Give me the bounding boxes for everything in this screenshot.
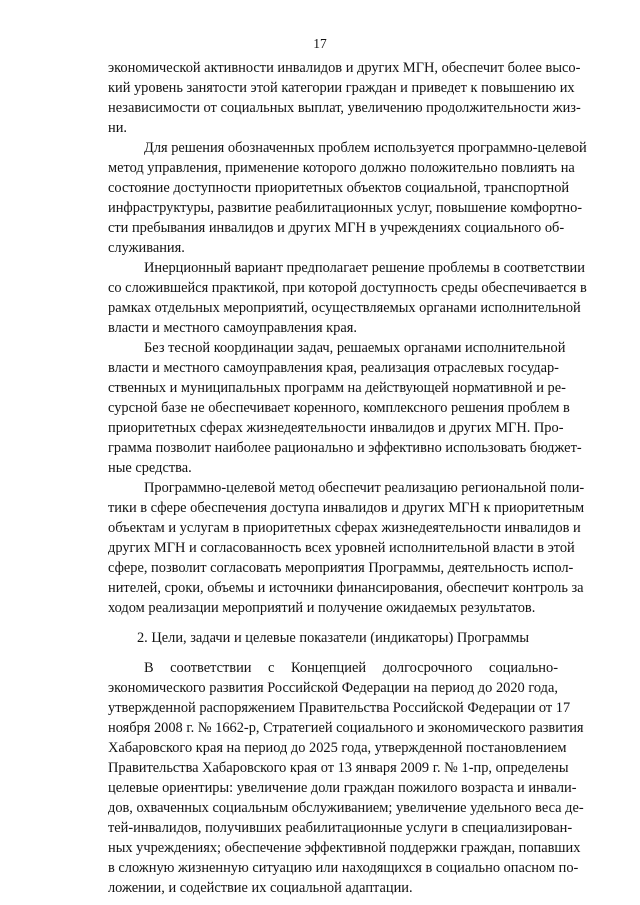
text-line: тики в сфере обеспечения доступа инвалидов и других МГН к приоритетным (108, 500, 585, 516)
text-line: метод управления, применение которого должно положительно повлиять на (108, 160, 575, 176)
text-line: ноября 2008 г. № 1662-р, Стратегией социального и экономического развития (108, 720, 584, 736)
text-line: власти и местного самоуправления края, реализация отраслевых государ- (108, 360, 559, 376)
text-line: целевые ориентиры: увеличение доли граждан пожилого возраста и инвали- (108, 780, 577, 796)
text-line: служивания. (108, 240, 185, 256)
text-line: сфере, позволит согласовать мероприятия Программы, деятельность испол- (108, 560, 574, 576)
text-line: дов, охваченных социальным обслуживанием; увеличение удельного веса де- (108, 800, 584, 816)
text-line: со сложившейся практикой, при которой доступность среды обеспечивается в (108, 280, 587, 296)
text-line: кий уровень занятости этой категории граждан и приведет к повышению их (108, 80, 575, 96)
text-line: других МГН и согласованность всех уровней исполнительной власти в этой (108, 540, 575, 556)
text-line: Хабаровского края на период до 2025 года, утвержденной постановлением (108, 740, 567, 756)
text-line: рамках отдельных мероприятий, осуществляемых органами исполнительной (108, 300, 581, 316)
text-line: экономической активности инвалидов и других МГН, обеспечит более высо- (108, 60, 581, 76)
text-line: ных учреждениях; обеспечение эффективной поддержки граждан, попавших (108, 840, 581, 856)
text-line: ни. (108, 120, 128, 136)
text-line: власти и местного самоуправления края. (108, 320, 357, 336)
text-line: состояние доступности приоритетных объектов социальной, транспортной (108, 180, 570, 196)
text-line: независимости от социальных выплат, увеличению продолжительности жиз- (108, 100, 581, 116)
text-line: в сложную жизненную ситуацию или находящихся в социально опасном по- (108, 860, 579, 876)
text-line: сти пребывания инвалидов и других МГН в учреждениях социального об- (108, 220, 565, 236)
text-line: приоритетных сферах жизнедеятельности инвалидов и других МГН. Про- (108, 420, 564, 436)
text-line: утвержденной распоряжением Правительства Российской Федерации от 17 (108, 700, 571, 716)
text-line: грамма позволит наиболее рационально и эффективно использовать бюджет- (108, 440, 582, 456)
text-line: экономического развития Российской Федерации на период до 2020 года, (108, 680, 558, 696)
text-line: тей-инвалидов, получивших реабилитационные услуги в специализирован- (108, 820, 573, 836)
text-line: ложении, и содействие их социальной адаптации. (108, 880, 413, 896)
text-line: ственных и муниципальных программ на действующей нормативной и ре- (108, 380, 566, 396)
section-heading: 2. Цели, задачи и целевые показатели (индикаторы) Программы (136, 630, 529, 646)
text-line: В соответствии с Концепцией долгосрочного социально- (144, 660, 558, 676)
text-line: сурсной базе не обеспечивает коренного, комплексного решения проблем в (108, 400, 570, 416)
text-line: инфраструктуры, развитие реабилитационных услуг, повышение комфортно- (108, 200, 583, 216)
text-line: Правительства Хабаровского края от 13 января 2009 г. № 1-пр, определены (108, 760, 569, 776)
text-line: Инерционный вариант предполагает решение проблемы в соответствии (144, 260, 585, 276)
page-number: 17 (313, 36, 327, 51)
text-line: Для решения обозначенных проблем используется программно-целевой (144, 140, 587, 156)
text-line: Программно-целевой метод обеспечит реализацию региональной поли- (144, 480, 585, 496)
text-line: нителей, сроки, объемы и источники финансирования, обеспечит контроль за (108, 580, 584, 596)
text-line: Без тесной координации задач, решаемых органами исполнительной (144, 340, 566, 356)
text-line: ные средства. (108, 460, 192, 476)
text-line: ходом реализации мероприятий и получение ожидаемых результатов. (108, 600, 536, 616)
text-line: объектам и услугам в приоритетных сферах жизнедеятельности инвалидов и (108, 520, 581, 536)
